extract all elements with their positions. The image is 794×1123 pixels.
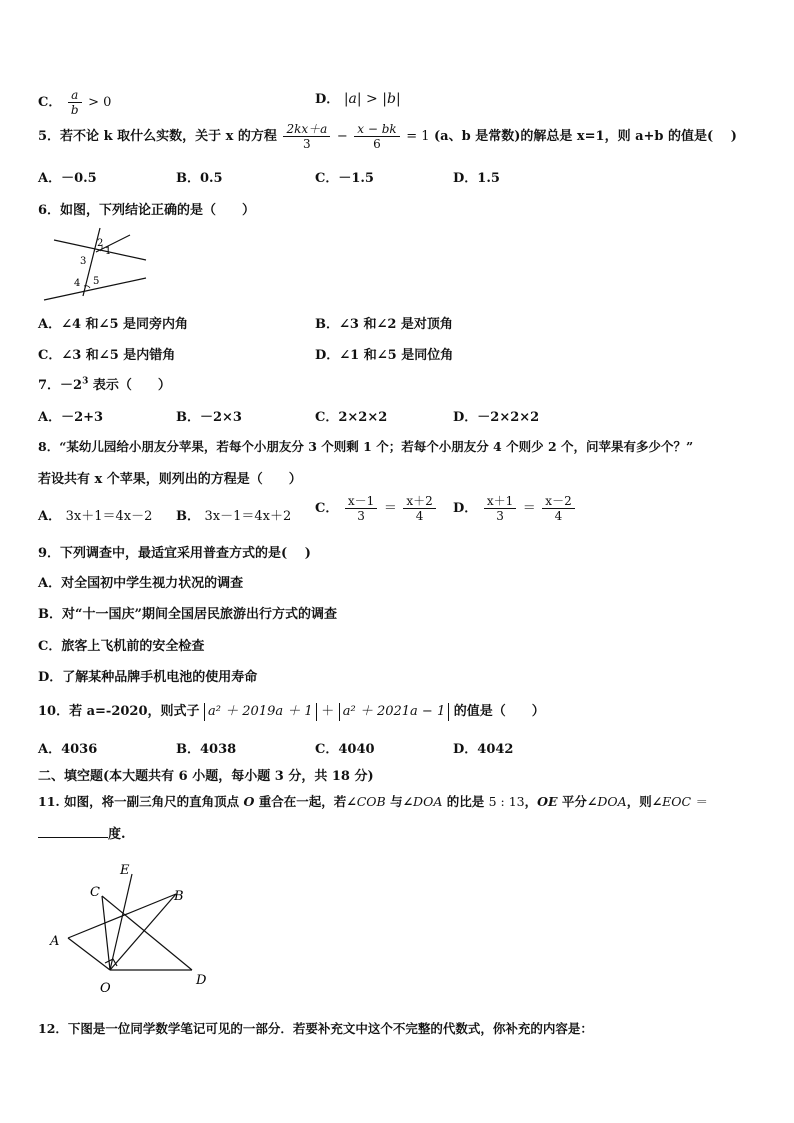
q10-abs-expr-2: a² ＋ 2021a − 1 xyxy=(339,703,450,721)
q4-option-c: C． $\frac{a}{b}$ > 0 xyxy=(38,88,112,117)
q8-option-c xyxy=(315,494,438,523)
q9-option-b: B．对“十一国庆”期间全国居民旅游出行方式的调查 xyxy=(38,607,337,622)
q8-d-den-2: 4 xyxy=(554,509,563,523)
q11-answer-blank[interactable] xyxy=(38,825,108,838)
q6-option-d: D．∠1 和∠5 是同位角 xyxy=(315,348,454,363)
angle-2-label: 2 xyxy=(97,238,104,249)
q10-plus: ＋ xyxy=(321,704,335,719)
point-c-label: C xyxy=(90,885,100,900)
q5-frac1-den: 3 xyxy=(303,137,311,151)
q8-option-b xyxy=(176,505,291,524)
q7-stem-start: 7．－2 xyxy=(38,378,83,393)
q6-option-a: A．∠4 和∠5 是同旁内角 xyxy=(38,317,189,332)
q7-option-d: D．－2×2×2 xyxy=(453,410,540,425)
q8-c-den-2: 4 xyxy=(415,509,424,523)
q9-option-c: C．旅客上飞机前的安全检查 xyxy=(38,639,205,654)
point-a-label: A xyxy=(50,934,60,949)
angle-3-label: 3 xyxy=(80,256,87,267)
q11-angle-doa-2: DOA xyxy=(597,794,627,809)
q11-answer-line xyxy=(38,823,126,842)
q5-option-a: A．－0.5 xyxy=(38,171,97,186)
q11-part-e: ， xyxy=(524,794,538,809)
section-2-title: 二、填空题(本大题共有 6 小题，每小题 3 分，共 18 分) xyxy=(38,769,374,784)
q8-option-c-frac-1 xyxy=(345,494,377,523)
q10-stem-end: 的值是（ ） xyxy=(453,704,545,719)
point-d-label: D xyxy=(196,973,207,988)
q8-d-den-1: 3 xyxy=(496,509,504,523)
angle-1-label: 1 xyxy=(105,246,112,257)
q11-equals: ＝ xyxy=(695,794,708,809)
q8-d-equals: ＝ xyxy=(522,501,536,516)
q4-option-c-label: C． xyxy=(38,95,62,110)
q9-option-d: D．了解某种品牌手机电池的使用寿命 xyxy=(38,670,258,685)
angle-4-label: 4 xyxy=(74,278,81,289)
q7-option-c: C．2×2×2 xyxy=(315,410,388,425)
q10-stem-start: 10．若 a=-2020，则式子 xyxy=(38,704,200,719)
q7-stem-end: 表示（ ） xyxy=(92,378,171,393)
q8-option-a-expr: 3x＋1＝4x－2 xyxy=(65,509,153,524)
q5-option-b: B．0.5 xyxy=(176,171,223,186)
q11-part-g: ，则∠ xyxy=(626,794,663,809)
point-e-label: E xyxy=(120,863,130,878)
q8-c-num-1: x－1 xyxy=(345,494,377,509)
q11-ratio: 5 : 13 xyxy=(488,794,525,809)
q11-part-f: 平分∠ xyxy=(561,794,598,809)
q5-stem-start: 5．若不论 k 取什么实数，关于 x 的方程 xyxy=(38,129,277,144)
q8-option-c-label: C． xyxy=(315,501,339,516)
q11-triangle-figure xyxy=(40,858,220,998)
q5-fraction-2 xyxy=(354,122,399,151)
q5-fraction-1 xyxy=(283,122,330,151)
q10-option-d: D．4042 xyxy=(453,742,514,757)
q8-c-den-1: 3 xyxy=(357,509,365,523)
q5-frac2-num: x − bk xyxy=(354,122,399,137)
q5-frac2-den: 6 xyxy=(373,137,381,151)
q8-option-b-expr: 3x－1＝4x＋2 xyxy=(204,509,292,524)
q10-option-c: C．4040 xyxy=(315,742,375,757)
q5-rhs: = 1 xyxy=(406,129,430,144)
q8-option-d-frac-2 xyxy=(542,494,574,523)
q5-option-d: D．1.5 xyxy=(453,171,500,186)
q6-angle-figure xyxy=(38,222,148,304)
q8-d-num-2: x－2 xyxy=(542,494,574,509)
angle-5-label: 5 xyxy=(93,276,100,287)
q11-part-b: 重合在一起，若∠ xyxy=(258,794,357,809)
q4-option-c-fraction: $\frac{a}{b}$ xyxy=(68,88,82,117)
q8-option-c-frac-2 xyxy=(403,494,435,523)
q8-stem-line-1: 8．“某幼儿园给小朋友分苹果，若每个小朋友分 3 个则剩 1 个；若每个小朋友分 4 个则少 2 个，问苹果有多少个？” xyxy=(38,439,694,454)
q11-unit: 度. xyxy=(108,827,126,842)
q5-frac1-num: 2kx＋a xyxy=(283,122,330,137)
q5-option-c: C．－1.5 xyxy=(315,171,374,186)
q11-stem xyxy=(38,792,708,810)
q4-option-d-label: D． xyxy=(315,92,340,107)
q8-c-equals: ＝ xyxy=(383,501,397,516)
q7-exponent: 3 xyxy=(82,376,89,387)
q8-option-d-label: D． xyxy=(453,501,478,516)
q7-option-a: A．－2+3 xyxy=(38,410,104,425)
q11-oe: OE xyxy=(537,794,558,809)
q10-abs-expr-1: a² ＋ 2019a ＋ 1 xyxy=(204,703,317,721)
q6-option-b: B．∠3 和∠2 是对顶角 xyxy=(315,317,453,332)
q11-angle-cob: COB xyxy=(356,794,386,809)
q12-stem: 12．下图是一位同学数学笔记可见的一部分．若要补充文中这个不完整的代数式，你补充的内容是： xyxy=(38,1021,593,1036)
q6-option-c: C．∠3 和∠5 是内错角 xyxy=(38,348,176,363)
q10-stem xyxy=(38,700,545,721)
q6-stem: 6．如图，下列结论正确的是（ ） xyxy=(38,203,256,218)
q7-stem xyxy=(38,374,171,393)
q9-option-a: A．对全国初中学生视力状况的调查 xyxy=(38,576,244,591)
point-o-label: O xyxy=(100,981,111,996)
q10-option-b: B．4038 xyxy=(176,742,237,757)
q4-option-d: D． |a| > |b| xyxy=(315,91,401,107)
q11-part-a: 11. 如图，将一副三角尺的直角顶点 xyxy=(38,794,240,809)
q10-option-a: A．4036 xyxy=(38,742,98,757)
q5-stem xyxy=(38,122,737,151)
q8-option-d-frac-1 xyxy=(484,494,516,523)
q9-stem: 9．下列调查中，最适宜采用普查方式的是( ) xyxy=(38,546,311,561)
q11-part-c: 与∠ xyxy=(390,794,414,809)
q5-stem-end: (a、b 是常数)的解总是 x=1，则 a+b 的值是( ) xyxy=(434,129,737,144)
q8-stem-line-2: 若设共有 x 个苹果，则列出的方程是（ ） xyxy=(38,472,302,487)
point-b-label: B xyxy=(174,889,184,904)
q5-minus: − xyxy=(336,129,348,144)
q7-option-b: B．－2×3 xyxy=(176,410,242,425)
q11-point-o-text: O xyxy=(243,794,255,809)
q8-option-b-label: B． xyxy=(176,509,200,524)
q11-part-d: 的比是 xyxy=(446,794,485,809)
q11-angle-eoc: EOC xyxy=(662,794,692,809)
q8-option-a xyxy=(38,505,152,524)
q11-angle-doa: DOA xyxy=(413,794,443,809)
q8-d-num-1: x＋1 xyxy=(484,494,516,509)
q8-c-num-2: x＋2 xyxy=(403,494,435,509)
q8-option-a-label: A． xyxy=(38,509,62,524)
q8-option-d xyxy=(453,494,577,523)
